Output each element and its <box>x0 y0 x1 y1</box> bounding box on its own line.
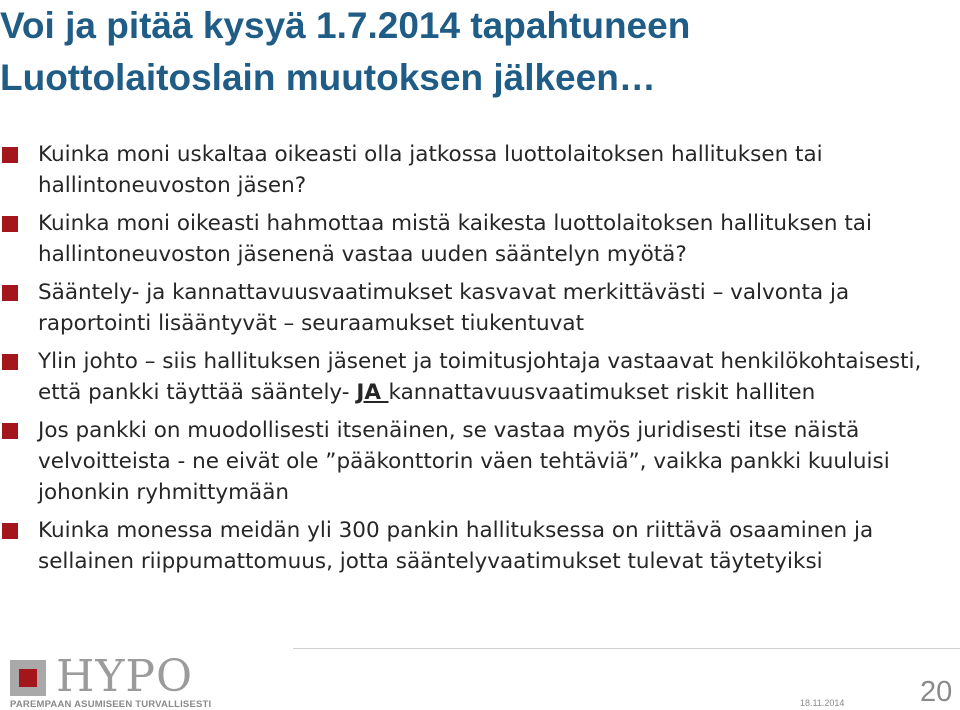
square-bullet-icon <box>2 216 18 232</box>
logo-inner-square <box>19 669 37 687</box>
bullet-text-before: Ylin johto – siis hallituksen jäsenet ja toimitusjohtaja vastaavat henkilökohtaisesti, että pankki täyttää sääntely- <box>38 349 922 405</box>
bullet-item <box>0 346 945 408</box>
logo-wordmark: HYPO <box>56 651 194 702</box>
square-bullet-icon <box>2 285 18 301</box>
bullet-text: Kuinka monessa meidän yli 300 pankin hallituksessa on riittävä osaaminen ja sellainen riippumattomuus, jotta sääntelyvaatimukset tulevat täytetyiksi <box>38 518 874 574</box>
logo-slogan: PAREMPAAN ASUMISEEN TURVALLISESTI <box>10 699 212 710</box>
bullet-item <box>0 415 945 508</box>
page-number: 20 <box>920 676 953 708</box>
bullet-text: Kuinka moni oikeasti hahmottaa mistä kaikesta luottolaitoksen hallituksen tai hallintoneuvoston jäsenenä vastaa uuden sääntelyn myötä? <box>38 211 872 267</box>
bullet-text-after: kannattavuusvaatimukset riskit halliten <box>388 380 816 405</box>
bullet-item <box>0 208 945 270</box>
square-bullet-icon <box>2 523 18 539</box>
slide-title-line-1: Voi ja pitää kysyä 1.7.2014 tapahtuneen <box>0 5 691 46</box>
footer-date: 18.11.2014 <box>800 698 845 708</box>
square-bullet-icon <box>2 354 18 370</box>
bullet-text: Sääntely- ja kannattavuusvaatimukset kasvavat merkittävästi – valvonta ja raportointi lisääntyvät – seuraamukset tiukentuvat <box>38 280 850 336</box>
bullet-item <box>0 515 945 577</box>
bullet-text-emphasis: JA <box>356 380 389 405</box>
square-bullet-icon <box>2 423 18 439</box>
footer-divider <box>293 648 960 649</box>
bullet-list <box>0 139 945 584</box>
bullet-text: Kuinka moni uskaltaa oikeasti olla jatkossa luottolaitoksen hallituksen tai hallintoneuvoston jäsen? <box>38 142 823 198</box>
square-bullet-icon <box>2 147 18 163</box>
bullet-text: Jos pankki on muodollisesti itsenäinen, se vastaa myös juridisesti itse näistä velvoitteista - ne eivät ole ”pääkonttorin väen tehtäviä”, vaikka pankki kuuluisi johonkin ryhmittymään <box>38 418 890 505</box>
slide-title-line-2: Luottolaitoslain muutoksen jälkeen… <box>0 57 656 98</box>
bullet-item <box>0 277 945 339</box>
hypo-logo <box>8 651 212 710</box>
bullet-item <box>0 139 945 201</box>
slide-title <box>0 0 930 104</box>
logo-square-icon <box>10 660 46 696</box>
